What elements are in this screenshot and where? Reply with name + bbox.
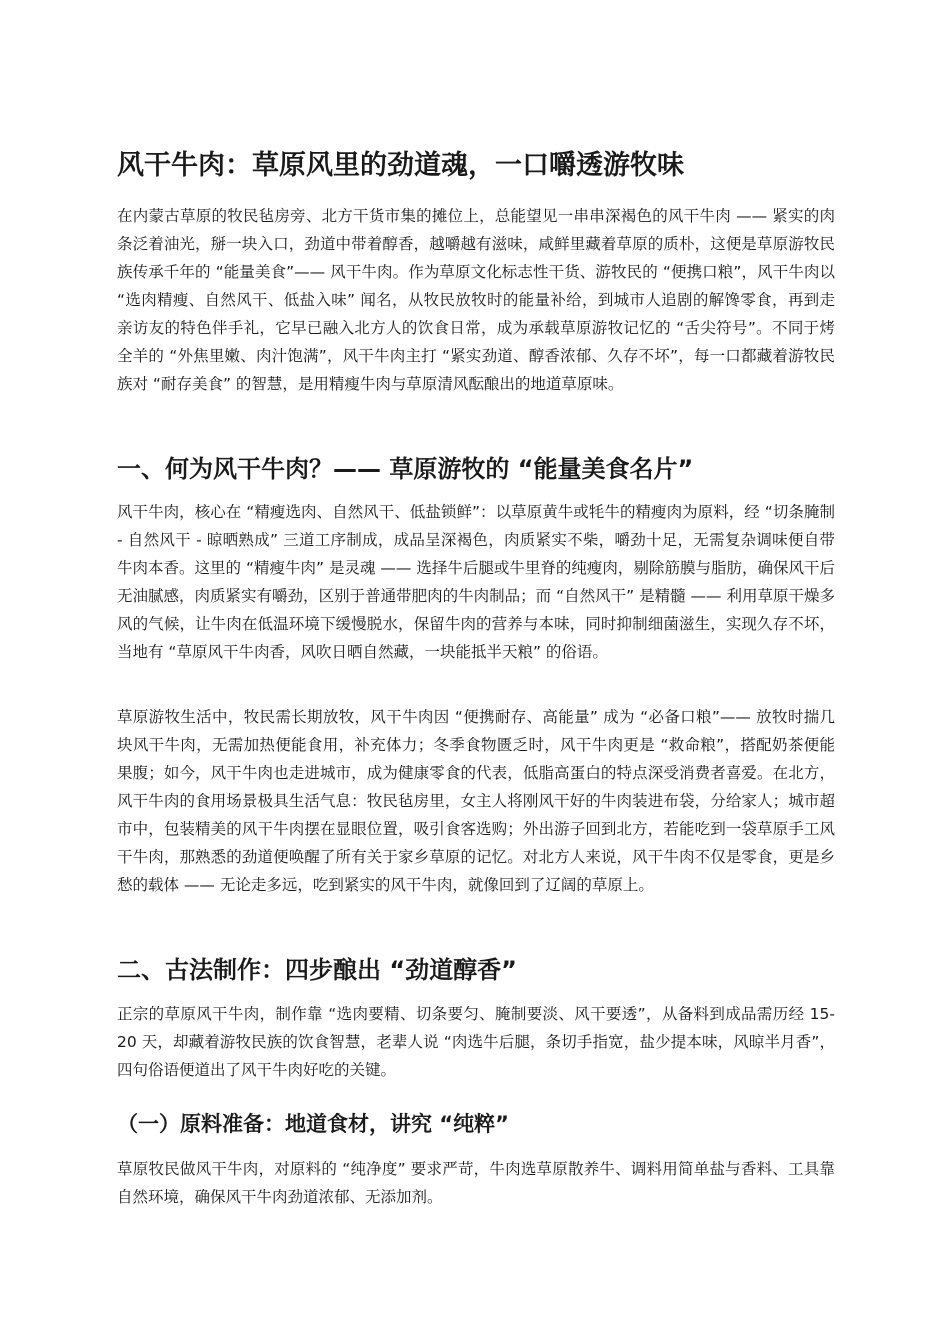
section-2-paragraph: 正宗的草原风干牛肉，制作靠 “选肉要精、切条要匀、腌制要淡、风干要透”，从备料到成品需历经 15-20 天，却藏着游牧民族的饮食智慧，老辈人说 “肉选牛后腿，条切手指宽，盐少提本味，风晾半月香”，四句俗语便道出了风干牛肉好吃的关键。	[117, 1005, 835, 1079]
subsection-1-paragraph: 草原牧民做风干牛肉，对原料的 “纯净度” 要求严苛，牛肉选草原散养牛、调料用简单盐与香料、工具靠自然环境，确保风干牛肉劲道浓郁、无添加剂。	[117, 1160, 835, 1206]
section-2-heading: 二、古法制作：四步酿出 “劲道醇香”	[117, 956, 517, 984]
section-1-paragraph-1: 风干牛肉，核心在 “精瘦选肉、自然风干、低盐锁鲜”：以草原黄牛或牦牛的精瘦肉为原料，经 “切条腌制 - 自然风干 - 晾晒熟成” 三道工序制成，成品呈深褐色，肉质紧实不柴，嚼劲十足，无需复杂调味便自带牛肉本香。这里的 “精瘦牛肉” 是灵魂 —— 选择牛后腿或牛里脊的纯瘦肉，剔除筋膜与脂肪，确保风干后无油腻感，肉质紧实有嚼劲，区别于普通带肥肉的牛肉制品；而 “自然风干” 是精髓 —— 利用草原干燥多风的气候，让牛肉在低温环境下缓慢脱水，保留牛肉的营养与本味，同时抑制细菌滋生，实现久存不坏，当地有 “草原风干牛肉香，风吹日晒自然藏，一块能抵半天粮” 的俗语。	[117, 503, 835, 661]
intro-paragraph: 在内蒙古草原的牧民毡房旁、北方干货市集的摊位上，总能望见一串串深褐色的风干牛肉 —— 紧实的肉条泛着油光，掰一块入口，劲道中带着醇香，越嚼越有滋味，咸鲜里藏着草原的质朴，这便是草原游牧民族传承千年的 “能量美食”—— 风干牛肉。作为草原文化标志性干货、游牧民的 “便携口粮”，风干牛肉以 “选肉精瘦、自然风干、低盐入味” 闻名，从牧民放牧时的能量补给，到城市人追剧的解馋零食，再到走亲访友的特色伴手礼，它早已融入北方人的饮食日常，成为承载草原游牧记忆的 “舌尖符号”。不同于烤全羊的 “外焦里嫩、肉汁饱满”，风干牛肉主打 “紧实劲道、醇香浓郁、久存不坏”，每一口都藏着游牧民族对 “耐存美食” 的智慧，是用精瘦牛肉与草原清风酝酿出的地道草原味。	[117, 207, 835, 393]
section-1-paragraph-2: 草原游牧生活中，牧民需长期放牧，风干牛肉因 “便携耐存、高能量” 成为 “必备口粮”—— 放牧时揣几块风干牛肉，无需加热便能食用，补充体力；冬季食物匮乏时，风干牛肉更是 “救命粮”，搭配奶茶便能果腹；如今，风干牛肉也走进城市，成为健康零食的代表，低脂高蛋白的特点深受消费者喜爱。在北方，风干牛肉的食用场景极具生活气息：牧民毡房里，女主人将刚风干好的牛肉装进布袋，分给家人；城市超市中，包装精美的风干牛肉摆在显眼位置，吸引食客选购；外出游子回到北方，若能吃到一袋草原手工风干牛肉，那熟悉的劲道便唤醒了所有关于家乡草原的记忆。对北方人来说，风干牛肉不仅是零食，更是乡愁的载体 —— 无论走多远，吃到紧实的风干牛肉，就像回到了辽阔的草原上。	[117, 708, 835, 894]
subsection-1-heading: （一）原料准备：地道食材，讲究 “纯粹”	[117, 1112, 509, 1136]
section-1-heading: 一、何为风干牛肉？—— 草原游牧的 “能量美食名片”	[117, 455, 694, 483]
page-title: 风干牛肉：草原风里的劲道魂，一口嚼透游牧味	[117, 150, 684, 181]
